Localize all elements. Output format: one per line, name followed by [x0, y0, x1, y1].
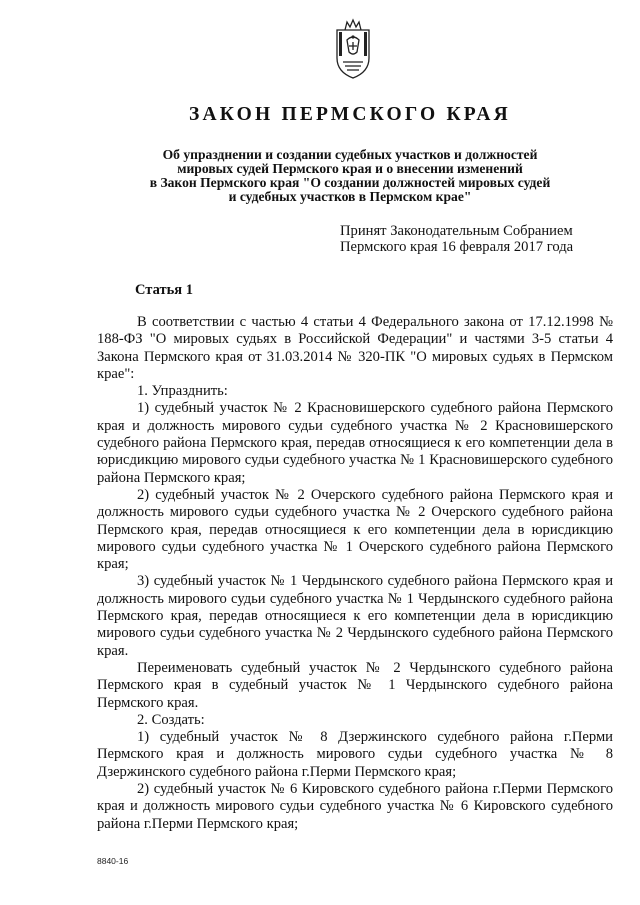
subtitle-line: в Закон Пермского края "О создании должностей мировых судей [149, 175, 551, 190]
law-subtitle [120, 148, 580, 204]
paragraph: 2) судебный участок № 2 Очерского судебного района Пермского края и должность мирового судьи судебного участка № 2 Очерского судебного района Пермского края, передав относящиеся к его компетенции дела в юрисдикцию мирового судьи судебного участка № 1 Очерского судебного района Пермского края; [97, 486, 613, 573]
paragraph: 1) судебный участок № 8 Дзержинского судебного района г.Перми Пермского края и должность мирового судьи судебного участка № 8 Дзержинского судебного района г.Перми Пермского края; [97, 729, 613, 780]
adoption-line: Принят Законодательным Собранием [340, 223, 573, 239]
article-heading: Статья 1 [135, 282, 193, 298]
adoption-note [340, 223, 600, 255]
paragraph: 1. Упразднить: [137, 383, 228, 400]
coat-of-arms-icon [327, 18, 379, 80]
paragraph: В соответствии с частью 4 статьи 4 Федерального закона от 17.12.1998 № 188-ФЗ "О мировых судьях в Российской Федерации" и частями 3-5 статьи 4 Закона Пермского края от 31.03.2014 № 320-ПК "О мировых судьях в Пермском крае": [97, 314, 613, 382]
article-body [97, 314, 613, 833]
adoption-line: Пермского края 16 февраля 2017 года [340, 239, 574, 255]
paragraph: 1) судебный участок № 2 Красновишерского судебного района Пермского края и должность мирового судьи судебного участка № 2 Красновишерского судебного района Пермского края, передав относящиеся к его компетенции дела в юрисдикцию мирового судьи судебного участка № 1 Красновишерского судебного района Пермского края; [97, 400, 613, 486]
paragraph: Переименовать судебный участок № 2 Чердынского судебного района Пермского края в судебный участок № 1 Чердынского судебного района Пермского края. [97, 659, 613, 711]
paragraph: 3) судебный участок № 1 Чердынского судебного района Пермского края и должность мирового судьи судебного участка № 1 Чердынского судебного района Пермского края, передав относящиеся к его компетенции дела в юрисдикцию мирового судьи судебного участка № 2 Чердынского судебного района Пермского края. [97, 573, 613, 659]
subtitle-line: Об упразднении и создании судебных участков и должностей [162, 147, 538, 162]
document-code: 8840-16 [97, 856, 129, 866]
subtitle-line: мировых судей Пермского края и о внесении изменений [177, 161, 523, 176]
paragraph: 2. Создать: [137, 711, 205, 728]
subtitle-line: и судебных участков в Пермском крае" [228, 189, 472, 204]
paragraph: 2) судебный участок № 6 Кировского судебного района г.Перми Пермского края и должность мирового судьи судебного участка № 6 Кировского судебного района г.Перми Пермского края; [97, 781, 613, 832]
page-title: ЗАКОН ПЕРМСКОГО КРАЯ [189, 104, 511, 125]
